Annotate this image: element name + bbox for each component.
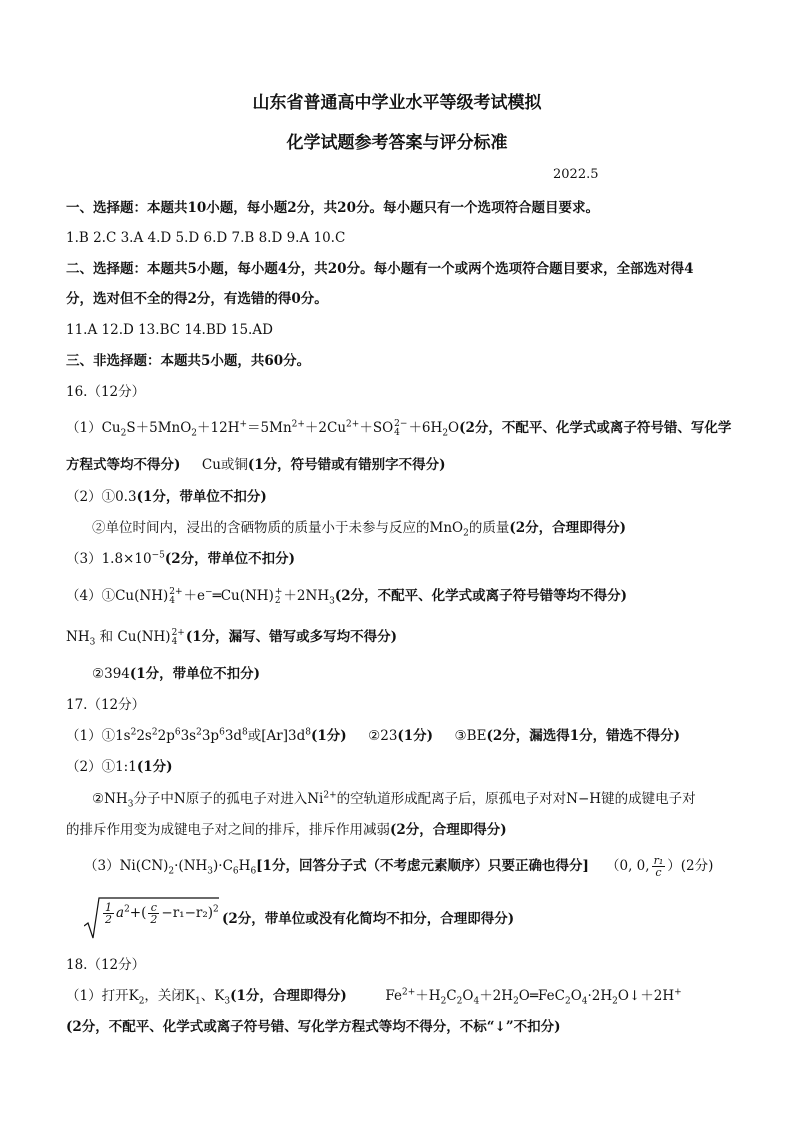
- q17-part2b: $②NH_3$分子中N原子的孤电子对进入$Ni^{2+}$的空轨道形成配离子后，原孤电子对对N−H键的成键电子对: [92, 790, 696, 810]
- section3-heading: 三、非选择题：本题共5小题，共60分。: [66, 353, 311, 369]
- q16-part4a: （4）①Cu(NH) 2+ 4 ＋e−═Cu(NH) + 2 $+2NH_3(2$分，不配平、化学式或离子符号错等均不得分): [66, 586, 628, 607]
- section1-answers: 1.B 2.C 3.A 4.D 5.D 6.D 7.B 8.D 9.A 10.C: [66, 230, 346, 246]
- q16-part1: $(1)Cu_2S+5MnO_2+12H^+=5Mn^{2+}+2Cu^{2+}+SO$ 2− 4 $+6H_2O(2$分，不配平、化学式或离子符号错、写化学: [66, 418, 732, 439]
- title-main: 山东省普通高中学业水平等级考试模拟: [252, 93, 542, 113]
- q18-part1: （1）打开$K_2$，关闭$K_1$、$K_3(1$分，合理即得分) $Fe^{2+}+H_2C_2O_4+2H_2O═FeC_2O_4\cdot 2H_2O↓+2H^+$: [66, 987, 682, 1007]
- q16-part4c: ②394(1分，带单位不扣分): [92, 666, 261, 682]
- section2-heading-b: 分，选对但不全的得2分，有选错的得0分。: [66, 291, 328, 307]
- q16-part2a: （2）①0.3(1分，带单位不扣分): [66, 489, 267, 505]
- section2-heading-a: 二、选择题：本题共5小题，每小题4分，共20分。每小题有一个或两个选项符合题目要求，全部选对得4: [66, 261, 694, 277]
- q16-part1-cont: 方程式等均不得分) Cu或铜(1分，符号错或有错别字不得分): [66, 457, 446, 473]
- title-sub: 化学试题参考答案与评分标准: [286, 133, 508, 153]
- date-label: 2022.5: [553, 167, 599, 182]
- section1-heading: 一、选择题：本题共10小题，每小题2分，共20分。每小题只有一个选项符合题目要求。: [66, 200, 599, 216]
- q17-part3: $(3)Ni(CN)_2\cdot(NH_3)\cdot C_6H_6[1$分，回答分子式（不考虑元素顺序）只要正确也得分] （0, 0, $\frac{\text{r₁}}{c}$ ）(2分): [84, 854, 714, 879]
- q18-part1-score: (2分，不配平、化学式或离子符号错、写化学方程式等均不得分，不标“↓”不扣分): [66, 1019, 561, 1035]
- q17-label: 17.（12分）: [66, 697, 146, 713]
- q18-label: 18.（12分）: [66, 957, 146, 973]
- q16-part3: $(3)1.8\times 10^{-5}(2$分，带单位不扣分): [66, 550, 296, 567]
- q16-label: 16.（12分）: [66, 384, 146, 400]
- answer-sheet-page: 山东省普通高中学业水平等级考试模拟 化学试题参考答案与评分标准 2022.5 一、选择题：本题共10小题，每小题2分，共20分。每小题只有一个选项符合题目要求。 1.B 2.C 3.A 4.D 5.D 6.D 7.B 8.D 9.A 10.C 二、选择题：本题共5小题，每小题4分，共20分。每小题有一个或两个选项符合题目要求，全部选对得4 分，选对但不全的得2分，有选错的得0分。 11.A 12.D 13.BC 14.BD 15.AD 三、非选择题：本题共5小题，共60分。 16.（12分） $(1)Cu_2S+5MnO_2+12H^+=5Mn^{2+}+2Cu^{2+}+SO$ 2− 4 $+6H_2O(2$分，不配平、化学式或离子符号错、写化学 方程式等均不得分) Cu或铜(1分，符号错或有错别字不得分) （2）①0.3(1分，带单位不扣分) ②单位时间内，浸出的含硒物质的质量小于未参与反应的MnO$_2$的质量(2分，合理即得分) $(3)1.8\times 10^{-5}(2$分，带单位不扣分) （4）①Cu(NH) 2+ 4 ＋e−═Cu(NH) + 2 $+2NH_3(2$分，不配平、化学式或离子符号错等均不得分) $NH_3$ 和 Cu(NH) 2+ 4 (1分，漏写、错写或多写均不得分) ②394(1分，带单位不扣分) 17.（12分） $(1)①1s^22s^22p^63s^23p^63d^8$或$[Ar]3d^8(1$分) ②23(1分) ③BE(2分，漏选得1分，错选不得分) （2）①1:1(1分) $②NH_3$分子中N原子的孤电子对进入$Ni^{2+}$的空轨道形成配离子后，原孤电子对对N−H键的成键电子对 的排斥作用变为成键电子对之间的排斥，排斥作用减弱(2分，合理即得分) $(3)Ni(CN)_2\cdot(NH_3)\cdot C_6H_6[1$分，回答分子式（不考虑元素顺序）只要正确也得分] （0, 0, $\frac{\text{r₁}}{c}$ ）(2分) $\frac{1}{2}$ $a^2+$( $\frac{c}{2}$ −r₁−r₂)$^2$ (2分，带单位或没有化简均不扣分，合理即得分) 18.（12分） （1）打开$K_2$，关闭$K_1$、$K_3(1$分，合理即得分) $Fe^{2+}+H_2C_2O_4+2H_2O═FeC_2O_4\cdot 2H_2O↓+2H^+$ (2分，不配平、化学式或离子符号错、写化学方程式等均不得分，不标“↓”不扣分): [0, 0, 794, 1123]
- section2-answers: 11.A 12.D 13.BC 14.BD 15.AD: [66, 322, 273, 338]
- q17-part1: $(1)①1s^22s^22p^63s^23p^63d^8$或$[Ar]3d^8(1$分) ②23(1分) ③BE(2分，漏选得1分，错选不得分): [66, 727, 680, 744]
- q17-part2c: 的排斥作用变为成键电子对之间的排斥，排斥作用减弱(2分，合理即得分): [66, 822, 507, 838]
- q17-part3-score: (2分，带单位或没有化简均不扣分，合理即得分): [222, 911, 515, 927]
- q17-part2a: （2）①1:1(1分): [66, 759, 173, 775]
- q16-part2b: ②单位时间内，浸出的含硒物质的质量小于未参与反应的MnO$_2$的质量(2分，合理即得分): [92, 520, 626, 539]
- q16-part4b: $NH_3$ 和 Cu(NH) 2+ 4 (1分，漏写、错写或多写均不得分): [66, 627, 398, 648]
